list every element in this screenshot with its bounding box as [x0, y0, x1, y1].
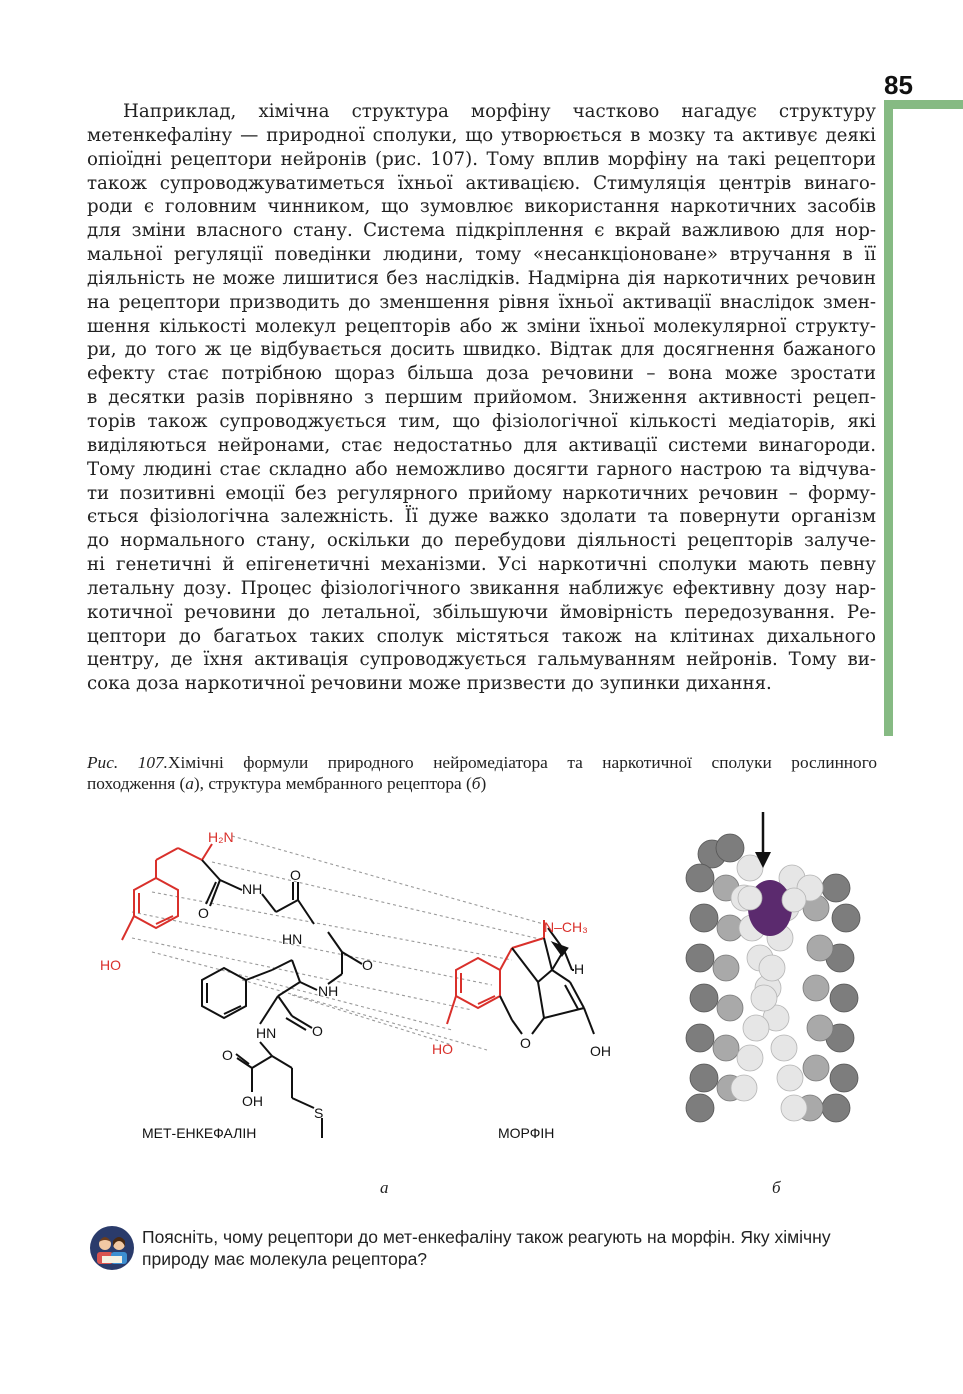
students-icon	[90, 1226, 134, 1270]
body-line: метенкефаліну — природної сполуки, що утворюється в мозку та активує деякі	[87, 124, 876, 146]
caption-label: Рис. 107.	[87, 753, 168, 772]
body-line: виділяються нейронами, стає недостатньо для активації системи винагороди.	[87, 434, 876, 456]
question-line-2: природу має молекула рецептора?	[142, 1249, 428, 1269]
caption-text: походження (	[87, 774, 186, 793]
atom-label: HO	[100, 957, 121, 973]
body-line: центру, де їхня активація супроводжується гальмуванням нейронів. Тому ви-	[87, 649, 876, 671]
figure-caption	[87, 752, 877, 794]
body-line: ефекту стає потрібною щораз більша доза речовини – вона може зростати	[87, 363, 876, 385]
body-line: летальну дозу. Процес фізіологічного звикання наближує ефективну дозу нар-	[87, 577, 876, 599]
molecules-diagram	[92, 820, 632, 1160]
receptor-illustration	[660, 808, 880, 1168]
caption-line-2	[87, 773, 877, 794]
atom-label: S	[314, 1105, 324, 1121]
figure-b-receptor-model	[660, 808, 880, 1168]
body-line: опіоїдні рецептори нейронів (рис. 107). Тому вплив морфіну на такі рецептори	[87, 148, 876, 170]
atom-label: O	[290, 867, 301, 883]
page-number: 85	[884, 70, 913, 100]
receptor-helices	[686, 834, 860, 1122]
body-line: для зміни власного стану. Система підкріплення є вкрай важливою для нор-	[87, 220, 876, 242]
atom-label: HO	[432, 1041, 453, 1057]
body-line: цептори до багатьох таких сполук містяться також на клітинах дихального	[87, 625, 876, 647]
body-line: сока доза наркотичної речовини може призвести до зупинки дихання.	[87, 673, 772, 695]
question-text	[142, 1226, 878, 1270]
body-line: ти позитивні емоції без регулярного прийому наркотичних речовин – форму-	[87, 482, 876, 504]
body-line: також супроводжуватиметься їхньої активацією. Стимуляція центрів винаго-	[87, 172, 876, 194]
atom-label: NH	[242, 881, 263, 897]
atom-label: H₂N	[208, 829, 234, 845]
caption-letter-b: б	[471, 774, 481, 793]
atom-label: HN	[282, 931, 303, 947]
morphine-label: МОРФІН	[498, 1125, 555, 1141]
caption-letter-a: а	[185, 774, 194, 793]
atom-labels	[100, 829, 611, 1121]
atom-label: N–CH₃	[544, 919, 588, 935]
body-line: ні генетичні й епігенетичні механізми. Усі наркотичні сполуки мають певну	[87, 554, 876, 576]
figure-letter-a: а	[380, 1178, 389, 1197]
atom-label: O	[222, 1047, 233, 1063]
caption-text: Хімічні формули природного нейромедіатора та наркотичної сполуки рослинного	[167, 753, 877, 772]
figure-letter-b: б	[772, 1178, 781, 1197]
atom-label: OH	[242, 1093, 263, 1109]
page-margin-bar-top	[884, 100, 963, 109]
caption-line-1	[87, 752, 877, 773]
figure-a-chemical-formulas	[92, 820, 632, 1160]
met-enkephalin-label: МЕТ-ЕНКЕФАЛІН	[142, 1125, 257, 1141]
atom-label: O	[362, 957, 373, 973]
morphine-structure	[447, 920, 594, 1034]
body-line: діяльність не може лишитися без наслідків. Надмірна дія наркотичних речовин	[87, 267, 876, 289]
caption-text: ), структура мембранного рецептора (	[193, 774, 472, 793]
atom-label: OH	[590, 1043, 611, 1059]
question-line-1: Поясніть, чому рецептори до мет-енкефаліну також реагують на морфін. Яку хімічну	[142, 1227, 831, 1247]
body-line: Тому людині стає складно або неможливо досягти гарного настрою та відчува-	[87, 458, 876, 480]
atom-label: O	[520, 1035, 531, 1051]
atom-label: O	[312, 1023, 323, 1039]
body-line: до нормального стану, оскільки до перебудови діяльності рецепторів залуче-	[87, 530, 876, 552]
page-margin-bar-side	[884, 100, 893, 736]
body-line: шення кількості молекул рецепторів або ж зміни їхньої молекулярної структу-	[87, 315, 876, 337]
body-line: мальної регуляції поведінки людини, тому «несанкціоноване» втручання в її	[87, 244, 876, 266]
atom-label: NH	[318, 983, 339, 999]
body-line: торів також супроводжується тим, що фізіологічної кількості медіаторів, які	[87, 410, 876, 432]
correspondence-lines	[132, 836, 547, 1050]
body-line: котичної речовини до летальної, збільшуючи ймовірність передозування. Ре-	[87, 601, 876, 623]
body-line: ри, до того ж це відбувається досить швидко. Відтак для досягнення бажаного	[87, 339, 876, 361]
body-paragraph	[87, 100, 876, 696]
body-line: ється фізіологічна залежність. Її дуже важко здолати та повернути організм	[87, 506, 876, 528]
body-line: на рецептори призводить до зменшення рівня їхньої активації внаслідок змен-	[87, 291, 876, 313]
atom-label: H	[574, 961, 585, 977]
caption-text: )	[480, 774, 487, 793]
body-line: в десятки разів порівняно з першим прийомом. Зниження активності рецеп-	[87, 387, 876, 409]
atom-label: HN	[256, 1025, 277, 1041]
atom-label: O	[198, 905, 209, 921]
body-line: Наприклад, хімічна структура морфіну частково нагадує структуру	[123, 101, 876, 122]
body-line: роди є головним чинником, що зумовлює використання наркотичних засобів	[87, 196, 876, 218]
